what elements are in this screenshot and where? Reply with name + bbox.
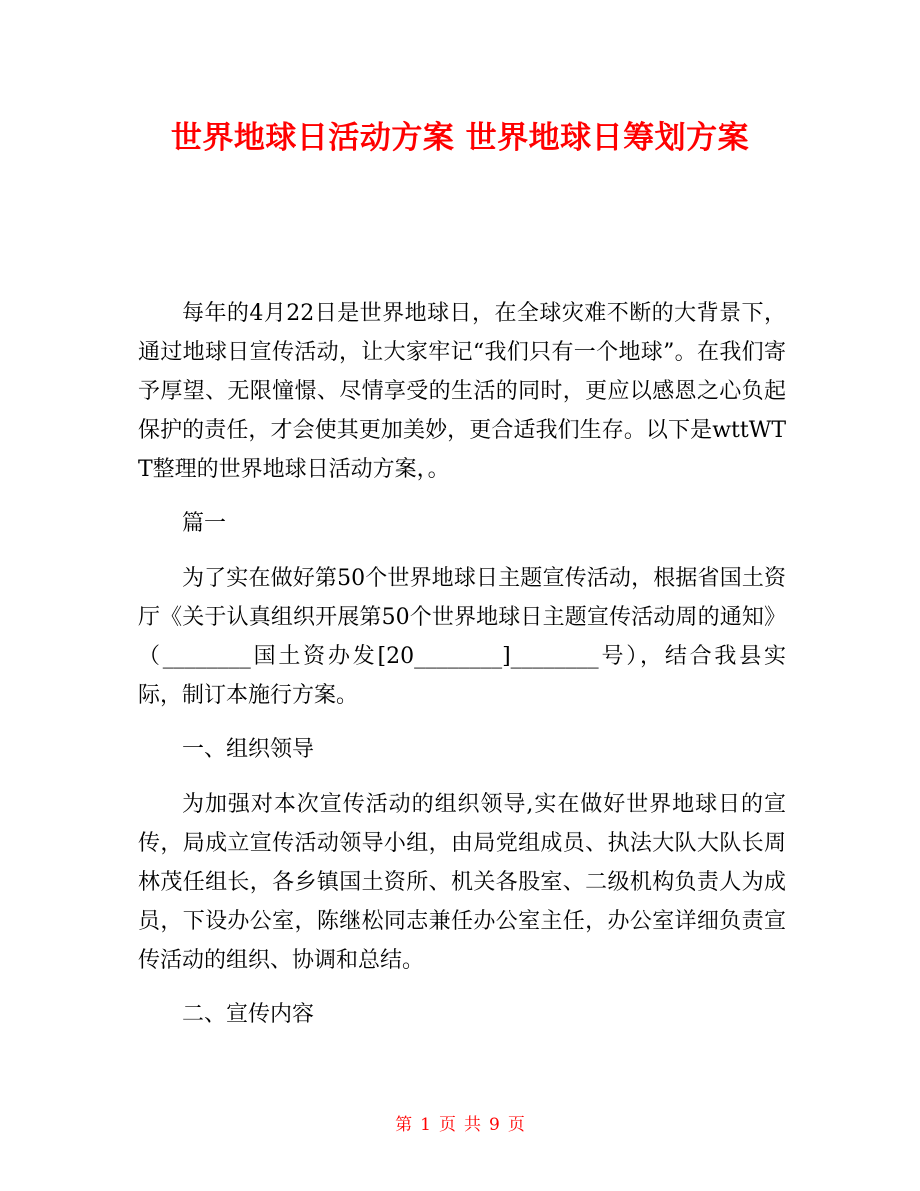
footer-label-total: 共	[464, 1115, 481, 1135]
paragraph-intro: 每年的4月22日是世界地球日，在全球灾难不断的大背景下，通过地球日宣传活动，让大家牢记“我们只有一个地球”。在我们寄予厚望、无限憧憬、尽情享受的生活的同时，更应以感恩之心负起保护的责任，才会使其更加美妙，更合适我们生存。以下是wttWTT整理的世界地球日活动方案，。	[138, 301, 786, 482]
section-heading-part-one: 篇一	[182, 511, 227, 536]
page-number-footer	[0, 1113, 920, 1137]
document-body	[138, 294, 786, 1050]
document-title: 世界地球日活动方案 世界地球日筹划方案	[170, 120, 750, 156]
footer-label-unit-2: 页	[507, 1115, 525, 1135]
footer-label-unit: 页	[439, 1115, 456, 1135]
paragraph-purpose: 为了实在做好第50个世界地球日主题宣传活动，根据省国土资厅《关于认真组织开展第50个世界地球日主题宣传活动周的通知》（________国土资办发[20________]________号），结合我县实际，制订本施行方案。	[138, 566, 786, 708]
footer-current-page: 1	[420, 1115, 431, 1135]
section-heading-organization: 一、组织领导	[182, 737, 315, 762]
paragraph-organization: 为加强对本次宣传活动的组织领导,实在做好世界地球日的宣传，局成立宣传活动领导小组，由局党组成员、执法大队大队长周林茂任组长，各乡镇国土资所、机关各股室、二级机构负责人为成员，下设办公室，陈继松同志兼任办公室主任，办公室详细负责宣传活动的组织、协调和总结。	[138, 792, 786, 973]
footer-label-page: 第	[395, 1115, 413, 1135]
footer-total-pages: 9	[489, 1115, 500, 1135]
section-heading-content: 二、宣传内容	[182, 1002, 315, 1027]
